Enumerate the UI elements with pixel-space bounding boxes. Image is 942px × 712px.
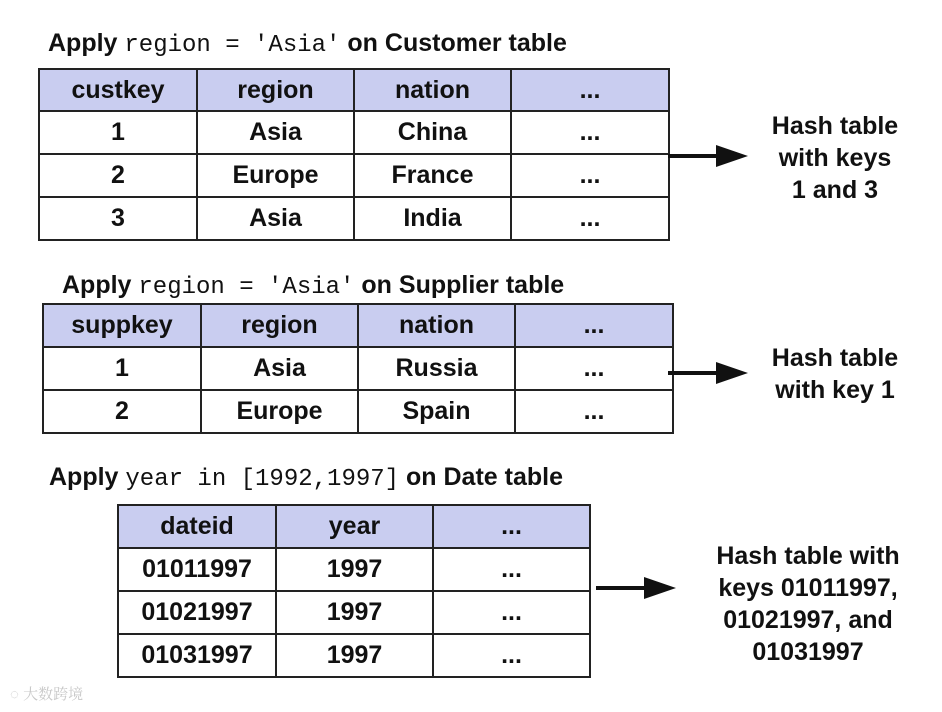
table-row xyxy=(118,548,590,591)
date-table xyxy=(117,504,591,678)
table-cell: ... xyxy=(515,390,673,433)
table-cell: 1997 xyxy=(276,591,433,634)
table-cell: ... xyxy=(511,154,669,197)
supplier-caption-suffix: on Supplier table xyxy=(361,271,565,299)
customer-col-region: region xyxy=(197,69,354,111)
table-cell: 01021997 xyxy=(118,591,276,634)
table-cell: 1997 xyxy=(276,548,433,591)
date-header-row xyxy=(118,505,590,548)
customer-hash-line: with keys xyxy=(778,144,892,172)
table-cell: ... xyxy=(433,634,590,677)
table-row xyxy=(39,154,669,197)
watermark xyxy=(10,683,83,704)
customer-col-custkey: custkey xyxy=(39,69,197,111)
table-cell: ... xyxy=(511,111,669,154)
table-cell: 1 xyxy=(39,111,197,154)
supplier-hash-line: with key 1 xyxy=(775,376,895,404)
table-cell: 2 xyxy=(39,154,197,197)
table-row xyxy=(43,390,673,433)
date-col-dateid: dateid xyxy=(118,505,276,548)
customer-arrow-icon xyxy=(668,144,750,168)
date-caption xyxy=(49,465,563,492)
table-cell: ... xyxy=(515,347,673,390)
table-cell: 01011997 xyxy=(118,548,276,591)
supplier-filter-code: region = 'Asia' xyxy=(138,274,355,301)
date-hash-label xyxy=(688,540,928,668)
table-cell: ... xyxy=(433,591,590,634)
table-cell: Europe xyxy=(201,390,358,433)
table-cell: China xyxy=(354,111,511,154)
supplier-hash-label xyxy=(745,342,925,406)
customer-caption-suffix: on Customer table xyxy=(347,29,567,57)
date-arrow-icon xyxy=(596,576,678,600)
table-cell: ... xyxy=(433,548,590,591)
watermark-logo-icon: ◌ xyxy=(10,686,19,703)
date-hash-line: 01021997, and xyxy=(723,606,893,634)
customer-hash-line: Hash table xyxy=(771,112,899,140)
table-cell: 1 xyxy=(43,347,201,390)
supplier-caption xyxy=(62,273,564,300)
supplier-col-more: ... xyxy=(515,304,673,347)
supplier-arrow-icon xyxy=(668,361,750,385)
supplier-col-region: region xyxy=(201,304,358,347)
watermark-text: 大数跨境 xyxy=(23,686,84,703)
table-row xyxy=(118,634,590,677)
date-col-more: ... xyxy=(433,505,590,548)
table-row xyxy=(118,591,590,634)
customer-caption xyxy=(48,31,567,58)
customer-hash-line: 1 and 3 xyxy=(791,176,879,204)
table-cell: Spain xyxy=(358,390,515,433)
table-cell: Asia xyxy=(197,197,354,240)
customer-filter-code: region = 'Asia' xyxy=(124,32,341,59)
table-row xyxy=(39,111,669,154)
table-cell: France xyxy=(354,154,511,197)
supplier-header-row xyxy=(43,304,673,347)
supplier-table xyxy=(42,303,674,434)
customer-col-more: ... xyxy=(511,69,669,111)
table-cell: ... xyxy=(511,197,669,240)
table-cell: 3 xyxy=(39,197,197,240)
date-hash-line: 01031997 xyxy=(752,638,864,666)
customer-hash-label xyxy=(745,110,925,206)
customer-table xyxy=(38,68,670,241)
table-cell: 01031997 xyxy=(118,634,276,677)
supplier-hash-line: Hash table xyxy=(771,344,899,372)
date-hash-line: keys 01011997, xyxy=(718,574,898,602)
date-caption-prefix: Apply xyxy=(49,463,119,491)
table-cell: Europe xyxy=(197,154,354,197)
date-filter-code: year in [1992,1997] xyxy=(125,466,400,493)
date-caption-suffix: on Date table xyxy=(406,463,563,491)
customer-caption-prefix: Apply xyxy=(48,29,118,57)
table-cell: 1997 xyxy=(276,634,433,677)
supplier-col-nation: nation xyxy=(358,304,515,347)
date-hash-line: Hash table with xyxy=(716,542,900,570)
supplier-caption-prefix: Apply xyxy=(62,271,132,299)
customer-header-row xyxy=(39,69,669,111)
table-cell: India xyxy=(354,197,511,240)
table-cell: 2 xyxy=(43,390,201,433)
date-col-year: year xyxy=(276,505,433,548)
table-row xyxy=(43,347,673,390)
table-row xyxy=(39,197,669,240)
table-cell: Russia xyxy=(358,347,515,390)
supplier-col-suppkey: suppkey xyxy=(43,304,201,347)
table-cell: Asia xyxy=(201,347,358,390)
table-cell: Asia xyxy=(197,111,354,154)
customer-col-nation: nation xyxy=(354,69,511,111)
